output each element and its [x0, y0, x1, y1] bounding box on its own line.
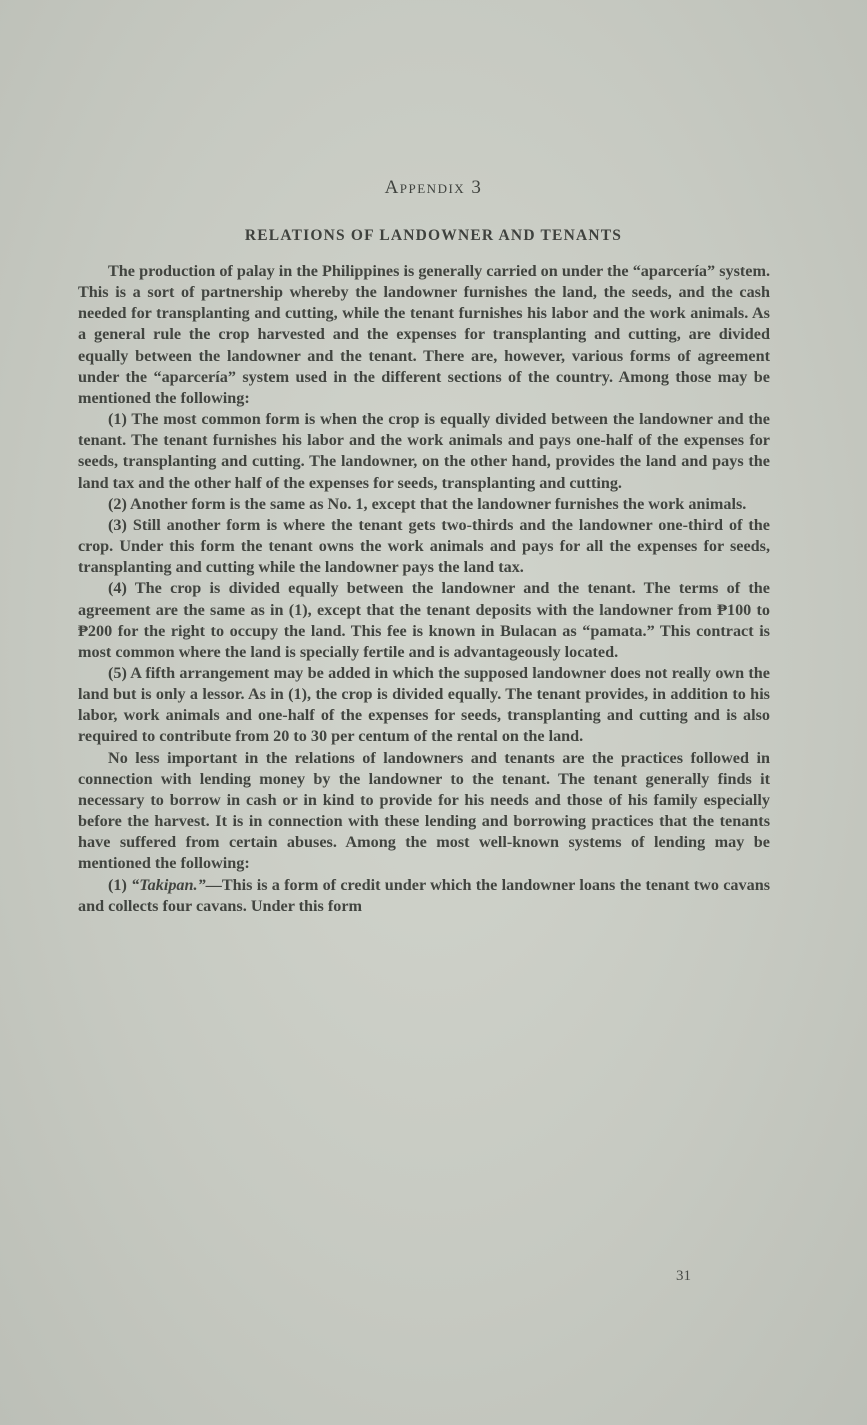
- paragraph-takipan: [78, 875, 770, 917]
- paragraph-form-3: (3) Still another form is where the tenant gets two-thirds and the landowner one-third of the crop. Under this form the tenant owns the work animals and pays for all the expenses for seeds, transplanting and cutting while the landowner pays the land tax.: [78, 515, 770, 577]
- paragraph-form-2: (2) Another form is the same as No. 1, except that the landowner furnishes the work animals.: [108, 494, 747, 513]
- paragraph-form-4: (4) The crop is divided equally between the landowner and the tenant. The terms of the agreement are the same as in (1), except that the tenant deposits with the landowner from ₱100 to ₱200 for the right to occupy the land. This fee is known in Bulacan as “pamata.” This contract is most common where the land is specially fertile and is advantageously located.: [78, 579, 770, 661]
- takipan-term: “Takipan.”: [131, 875, 206, 894]
- paragraph-lending: No less important in the relations of landowners and tenants are the practices followed in connection with lending money by the landowner to the tenant. The tenant generally finds it necessary to borrow in cash or in kind to provide for his needs and those of his family especially before the harvest. It is in connection with these lending and borrowing practices that the tenants have suffered from certain abuses. Among the most well-known systems of lending may be mentioned the following:: [78, 748, 770, 873]
- body-text: [78, 261, 770, 917]
- section-title: RELATIONS OF LANDOWNER AND TENANTS: [244, 227, 623, 244]
- paragraph-intro: The production of palay in the Philippines is generally carried on under the “aparcería” system. This is a sort of partnership whereby the landowner furnishes the land, the seeds, and the cash needed for transplanting and cutting, while the tenant furnishes his labor and the work animals. As a general rule the crop harvested and the expenses for transplanting and cutting, are divided equally between the landowner and the tenant. There are, however, various forms of agreement under the “aparcería” system used in the different sections of the country. Among those may be mentioned the following:: [78, 262, 770, 407]
- appendix-heading: Appendix 3: [384, 177, 483, 198]
- paragraph-form-5: (5) A fifth arrangement may be added in which the supposed landowner does not really own the land but is only a lessor. As in (1), the crop is divided equally. The tenant provides, in addition to his labor, work animals and one-half of the expenses for seeds, transplanting and cutting and is also required to contribute from 20 to 30 per centum of the rental on the land.: [78, 663, 770, 746]
- takipan-prefix: (1): [108, 875, 132, 894]
- paragraph-form-1: (1) The most common form is when the crop is equally divided between the landowner and the tenant. The tenant furnishes his labor and the work animals and pays one-half of the expenses for seeds, transplanting and cutting. The landowner, on the other hand, provides the land and pays the land tax and the other half of the expenses for seeds, transplanting and cutting.: [78, 410, 770, 492]
- takipan-text: —This is a form of credit under which the landowner loans the tenant two cavans and collects four cavans. Under this form: [78, 875, 771, 915]
- page-number: 31: [676, 1268, 691, 1284]
